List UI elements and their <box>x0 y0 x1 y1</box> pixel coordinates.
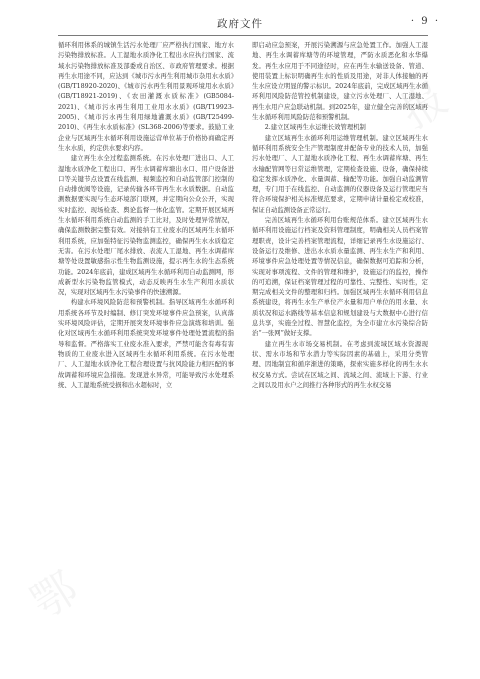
paragraph: 完善区域再生水循环利用台账规范体系。建立区域再生水循环利用设施运行档案及资料管理制度，明确相关人员档案管理职责，设计完善档案管理流程，详细记录再生水设施运行、设备运行及维修、进出水水质水量监测、再生水生产和利用、环境事件应急处理处置等情况信息，确保数据可追踪和分析，实现对事项流程、文件的管理和维护，设施运行的监控，操作的可追溯，保证档案管理过程的可靠性、完整性、实时性，定期完成相关文件的整理和归档。加强区域再生水循环利用信息系统建设，将再生水生产单位产水量和用户单位的用水量、水质状况和运水路线等基本信息和规划建设与大数据中心进行信息共享，实施全过程、智慧化监控，为全市建立水污染综合防治“一张网”做好支撑。 <box>252 217 428 338</box>
left-column <box>58 41 234 391</box>
paragraph: 建立区域再生水循环利用运维管理机制。建立区域再生水循环利用系统安全生产管理制度并配备专业的技术人员，加强污水处理厂、人工湿地水质净化工程、再生水调蓄库塘、再生水输配管网等日常运维管理，定期检查设施、设备，确保持续稳定发挥水质净化、水量调蓄、输配等功能。加强自动监测管理，专门用于在线监控、自动监测的仪器设备及运行管理应当符合环境保护相关标准规范要求，定期申请计量检定或校准，保证自动监测设备正常运行。 <box>252 134 428 214</box>
paragraph: 即启动应急预案，开展污染溯源与应急处置工作。加强人工湿地、再生水调蓄库塘等的环境管理，严防水质恶化和水华爆发。再生水应用于不同途径时，应在再生水输送设备、管道、使用装置上标识明确再生水的性质及用途，对非人体接触的再生水应设立明显的警示标识。2024年底前，完成区域再生水循环利用风险防范管控机制建设，建立污水处理厂、人工湿地、再生水用户应急联动机制。到2025年，建立健全完善的区域再生水循环利用风险防范和预警机制。 <box>252 42 428 122</box>
paragraph: 循环利用体系的城镇生活污水处理厂应严格执行国家、地方水污染物排放标准。人工湿地水质净化工程出水应执行国家、流域水污染物排放标准及部委或自治区、市政府管理要求。根据再生水用途不同，应达到《城市污水再生利用城市杂用水水质》(GB/T18920-2020)、《城市污水再生利用景观环境用水水质》(GB/T18921-2019)、《农田灌溉水质标准》(GB5084-2021)、《城市污水再生利用工业用水水质》(GB/T19923-2005)、《城市污水再生利用绿地灌溉水质》(GB/T25499-2010)、《再生水水质标准》(SL368-2006)等要求。鼓励工业企业与区域再生水循环利用设施运营单位基于价格协商确定再生水水质，约定供水要求内容。 <box>58 42 234 152</box>
paragraph: 建立再生水全过程监测系统。在污水处理厂进出口、人工湿地水质净化工程出口、再生水调蓄库塘出水口、用户设备进口等关键节点设置在线监测、视频监控和自动监管部门控制的自动排放阀等设施，记录传输各环节再生水水质数据。自动监测数据要实现与生态环境部门联网，并定期向公众公开，实现实时监控、现场检查、舆论监督一体化监管。定期开展区域再生水循环利用系统自动监测的手工比对，及时处理异常情况，确保监测数据完整有效。对接纳有工业废水的区域再生水循环利用系统，应加强特征污染物监测监控，确保再生水水质稳定无害。在污水处理厂尾水排放、表流人工湿地、再生水调蓄库塘等处设置敏感指示性生物监测设施，提示再生水的生态系统功能。2024年底前，建成区域再生水循环利用自动监测网，形成新型水污染物监管模式，动态反映再生水生产利用水质状况，实现对区域再生水污染事件的快速溯源。 <box>58 155 234 297</box>
right-column <box>252 41 428 391</box>
paragraph: 构建水环境风险防范和预警机制。指导区域再生水循环利用系统各环节及时编制、修订突发环境事件应急预案，认真落实环境风险评估，定期开展突发环境事件应急演练和培训。强化对区域再生水循环利用系统突发环境事件处理处置流程的指导和监督。严格落实工业废水准入要求，严禁可能含有毒有害物质的工业废水进入区域再生水循环利用系统。在污水处理厂、人工湿地水质净化工程合理设置与抗风险能力相匹配的事故调蓄和环境应急措施。发现进水异常，可能导致污水处理系统、人工湿地系统受损和出水超标时，立 <box>58 299 234 389</box>
header-title: 政府文件 <box>217 18 263 30</box>
background-watermark <box>16 553 87 631</box>
header-rule <box>58 35 428 36</box>
section-heading: 2.建立区域再生水运维长效管理机制 <box>264 124 366 132</box>
paragraph: 建立再生水市场交易机制。在考虑到流域区域水资源现状、需水市场和节水潜力等实际因素的基础上，采用分类管理、因地制宜和循序渐进的策略，探索实施多样化的再生水水权交易方式。尝试在区域之间、流域之间、流域上下游、行业之间以及用水户之间推行各种形式的再生水权交易 <box>252 340 428 389</box>
page-number: · 9 · <box>410 16 440 27</box>
